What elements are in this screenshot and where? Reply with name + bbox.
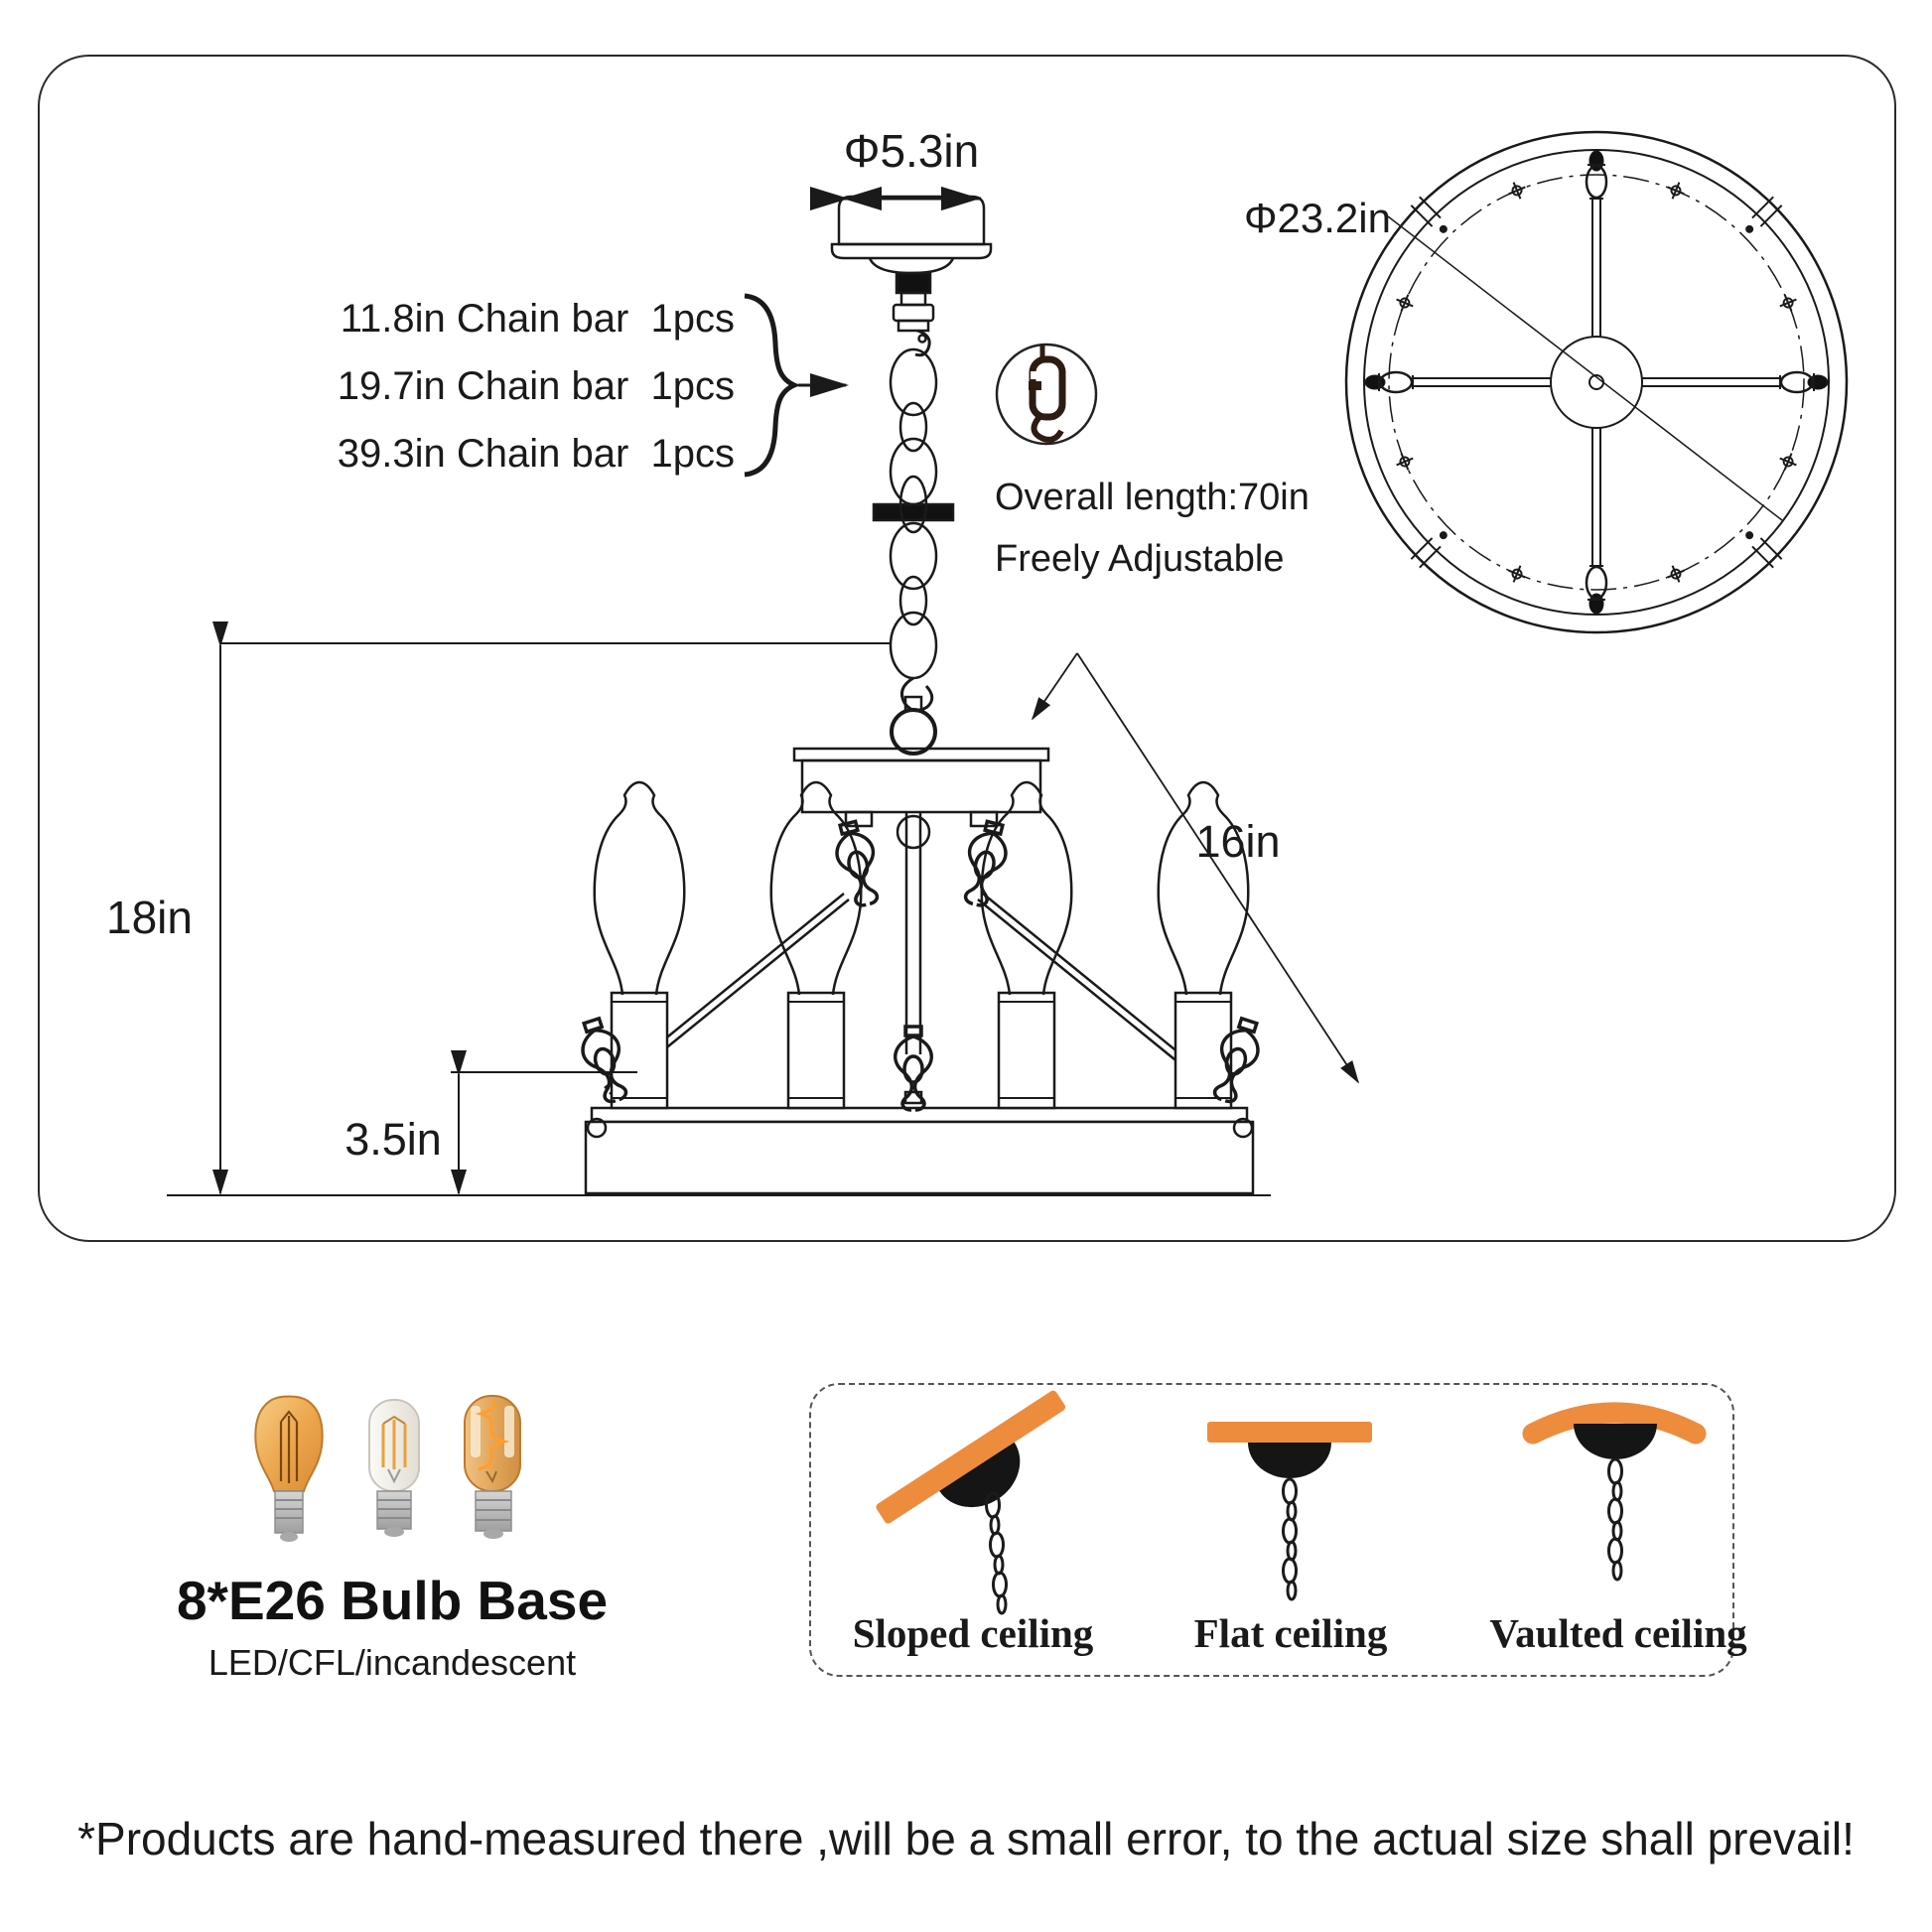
base-dimension-label: 3.5in xyxy=(345,1114,442,1165)
chain-bar-label-1: 11.8in Chain bar 1pcs xyxy=(340,297,735,341)
chain-bar-label-3: 39.3in Chain bar 1pcs xyxy=(337,432,735,476)
disclaimer-text: *Products are hand-measured there ,will be a small error, to the actual size shall prevail! xyxy=(77,1813,1855,1864)
flat-ceiling-icon xyxy=(1207,1422,1372,1599)
base-ring-drawing xyxy=(586,1108,1253,1193)
chandelier-top-view xyxy=(1346,132,1847,632)
arms-drawing xyxy=(605,812,1222,1094)
height-dimension-label: 18in xyxy=(106,892,193,943)
st64-bulb-icon xyxy=(255,1397,322,1543)
flat-ceiling-label: Flat ceiling xyxy=(1193,1610,1388,1656)
vaulted-ceiling-icon xyxy=(1533,1413,1696,1580)
overall-length-label: Overall length:70in xyxy=(995,477,1310,518)
canopy-diameter-label: Φ5.3in xyxy=(843,125,980,177)
bulb-type-subtitle: LED/CFL/incandescent xyxy=(207,1642,577,1683)
bulb-samples xyxy=(255,1396,520,1542)
t45-spiral-bulb-icon xyxy=(465,1396,520,1539)
chain-drawing xyxy=(874,305,953,711)
hanging-hook-detail-icon xyxy=(997,345,1096,444)
plan-diameter-leader xyxy=(1388,216,1782,520)
vaulted-ceiling-label: Vaulted ceiling xyxy=(1489,1610,1747,1656)
t45-clear-bulb-icon xyxy=(369,1400,419,1537)
freely-adjustable-label: Freely Adjustable xyxy=(995,538,1285,580)
sloped-ceiling-label: Sloped ceiling xyxy=(852,1610,1094,1656)
top-view-diameter-label: Φ23.2in xyxy=(1244,195,1391,241)
sloped-ceiling-icon xyxy=(875,1389,1088,1613)
arm-dimension-label: 16in xyxy=(1195,816,1281,867)
ceiling-type-graphics xyxy=(875,1389,1696,1613)
canopy-drawing xyxy=(832,197,991,305)
chandelier-front-view xyxy=(574,197,1266,1193)
bulb-base-title: 8*E26 Bulb Base xyxy=(176,1570,609,1631)
chain-parts-brace xyxy=(745,296,794,475)
chain-bar-label-2: 19.7in Chain bar 1pcs xyxy=(337,364,735,408)
